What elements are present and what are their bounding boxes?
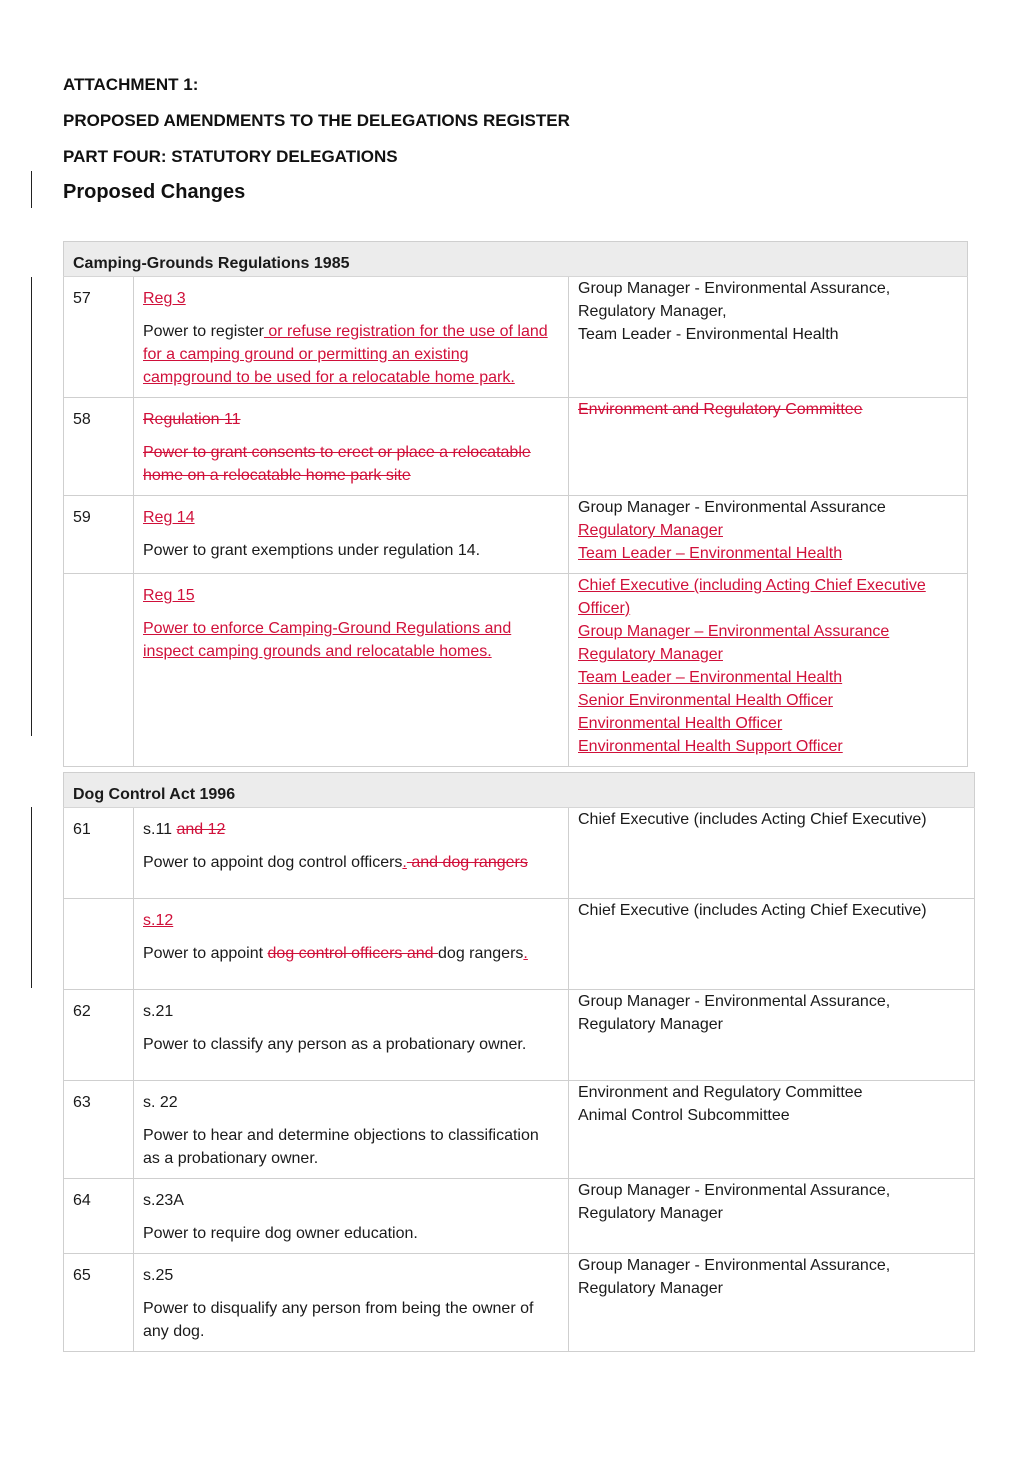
provision-reference: Reg 3 — [143, 290, 186, 307]
delegate: Chief Executive (includes Acting Chief Executive) — [578, 811, 927, 828]
provision-description — [143, 851, 559, 874]
delegate: Environment and Regulatory Committee — [578, 401, 863, 418]
delegate-cell — [569, 1254, 975, 1352]
table-title: Dog Control Act 1996 — [64, 773, 975, 808]
reference-text: s.11 — [143, 821, 177, 838]
delegate-cell — [569, 574, 968, 767]
description-text: dog rangers — [438, 945, 524, 962]
delegate: Chief Executive (includes Acting Chief Executive) — [578, 902, 927, 919]
part-heading: PART FOUR: STATUTORY DELEGATIONS — [63, 147, 398, 166]
delegate: Animal Control Subcommittee — [578, 1107, 790, 1124]
delegate: Team Leader - Environmental Health — [578, 326, 839, 343]
provision-reference: s.25 — [143, 1267, 174, 1284]
delegate-cell — [569, 808, 975, 899]
provision-description — [143, 942, 559, 965]
row-number — [64, 574, 134, 767]
delegate: Senior Environmental Health Officer — [578, 692, 833, 709]
delegate: Environmental Health Support Officer — [578, 738, 843, 755]
provision-cell — [134, 1179, 569, 1254]
delegate: Team Leader – Environmental Health — [578, 545, 843, 562]
table-row — [64, 990, 975, 1081]
deleted-text: and dog rangers — [406, 854, 528, 871]
delegate: Team Leader – Environmental Health — [578, 669, 843, 686]
description-text: Power to register — [143, 323, 264, 340]
table-row — [64, 496, 968, 574]
table-row — [64, 808, 975, 899]
delegate: Group Manager - Environmental Assurance — [578, 499, 886, 516]
delegate: Regulatory Manager — [578, 522, 723, 539]
camping-grounds-table — [63, 241, 968, 767]
provision-description: Power to hear and determine objections to classification as a probationary owner. — [143, 1127, 539, 1167]
provision-reference: s.21 — [143, 1003, 174, 1020]
provision-cell — [134, 1254, 569, 1352]
delegate-cell — [569, 398, 968, 496]
deleted-text: dog control officers and — [267, 945, 439, 962]
delegate-cell — [569, 1179, 975, 1254]
provision-cell — [134, 899, 569, 990]
table-row — [64, 899, 975, 990]
provision-description: Power to grant consents to erect or place a relocatable home on a relocatable home park site — [143, 444, 531, 484]
delegate: Group Manager - Environmental Assurance, — [578, 993, 891, 1010]
change-bar — [31, 277, 32, 736]
table-row — [64, 398, 968, 496]
inserted-text: . — [523, 945, 528, 962]
inserted-text: . — [402, 854, 407, 871]
provision-cell — [134, 398, 569, 496]
provision-description: Power to disqualify any person from being the owner of any dog. — [143, 1300, 534, 1340]
table-title: Camping-Grounds Regulations 1985 — [64, 242, 968, 277]
delegate: Environment and Regulatory Committee — [578, 1084, 863, 1101]
description-text: Power to appoint dog control officers — [143, 854, 403, 871]
provision-cell — [134, 1081, 569, 1179]
document-heading: PROPOSED AMENDMENTS TO THE DELEGATIONS REGISTER — [63, 111, 570, 130]
provision-reference: Reg 14 — [143, 509, 195, 526]
provision-cell — [134, 574, 569, 767]
delegate: Group Manager - Environmental Assurance, — [578, 280, 891, 297]
row-number: 64 — [64, 1179, 134, 1254]
delegate: Regulatory Manager — [578, 1205, 723, 1222]
delegate: Regulatory Manager — [578, 1280, 723, 1297]
row-number: 62 — [64, 990, 134, 1081]
dog-control-table — [63, 772, 975, 1352]
provision-cell — [134, 808, 569, 899]
provision-description: Power to require dog owner education. — [143, 1225, 418, 1242]
provision-description — [143, 320, 559, 389]
provision-reference: s. 22 — [143, 1094, 178, 1111]
provision-description: Power to classify any person as a probationary owner. — [143, 1036, 527, 1053]
delegate: Chief Executive (including Acting Chief Executive Officer) — [578, 577, 926, 617]
provision-cell — [134, 496, 569, 574]
table-row — [64, 1081, 975, 1179]
deleted-text: and 12 — [176, 821, 226, 838]
attachment-label: ATTACHMENT 1: — [63, 75, 199, 94]
delegate-cell — [569, 1081, 975, 1179]
row-number: 58 — [64, 398, 134, 496]
provision-cell — [134, 990, 569, 1081]
delegate-cell — [569, 496, 968, 574]
provision-reference: Regulation 11 — [143, 411, 241, 428]
delegate-cell — [569, 277, 968, 398]
delegate-cell — [569, 990, 975, 1081]
delegate: Environmental Health Officer — [578, 715, 783, 732]
change-bar — [31, 171, 32, 208]
delegate: Group Manager - Environmental Assurance, — [578, 1182, 891, 1199]
table-row — [64, 574, 968, 767]
table-row — [64, 277, 968, 398]
row-number: 61 — [64, 808, 134, 899]
provision-description: Power to enforce Camping-Ground Regulations and inspect camping grounds and relocatable homes. — [143, 620, 512, 660]
row-number: 65 — [64, 1254, 134, 1352]
row-number: 59 — [64, 496, 134, 574]
table-row — [64, 1254, 975, 1352]
delegate: Group Manager – Environmental Assurance — [578, 623, 890, 640]
provision-reference — [143, 818, 559, 841]
row-number: 57 — [64, 277, 134, 398]
provision-reference: s.12 — [143, 912, 174, 929]
delegate-cell — [569, 899, 975, 990]
table-row — [64, 1179, 975, 1254]
delegate: Regulatory Manager — [578, 1016, 723, 1033]
row-number — [64, 899, 134, 990]
delegate: Group Manager - Environmental Assurance, — [578, 1257, 891, 1274]
change-bar — [31, 807, 32, 988]
delegate: Regulatory Manager, — [578, 303, 727, 320]
row-number: 63 — [64, 1081, 134, 1179]
provision-reference: s.23A — [143, 1192, 184, 1209]
proposed-changes-heading: Proposed Changes — [63, 181, 246, 203]
provision-reference: Reg 15 — [143, 587, 195, 604]
description-text: Power to appoint — [143, 945, 268, 962]
provision-cell — [134, 277, 569, 398]
inserted-text: or refuse registration for the use of land for a camping ground or permitting an existing campground to be used for a relocatable home park. — [143, 323, 548, 386]
delegate: Regulatory Manager — [578, 646, 723, 663]
provision-description: Power to grant exemptions under regulation 14. — [143, 542, 481, 559]
